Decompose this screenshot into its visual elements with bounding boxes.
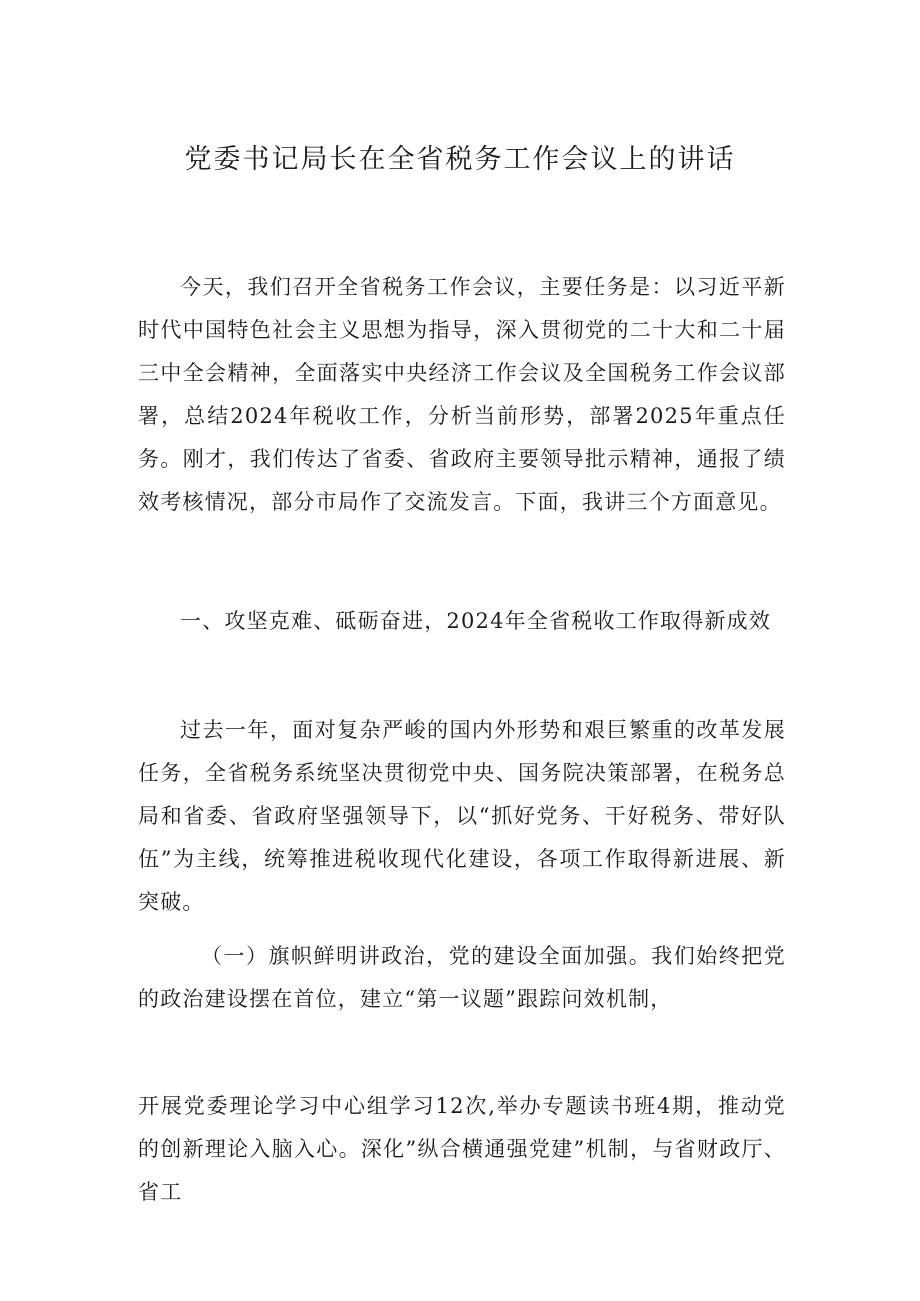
paragraph-intro: 今天，我们召开全省税务工作会议，主要任务是：以习近平新时代中国特色社会主义思想为指导，深入贯彻党的二十大和二十届三中全会精神，全面落实中央经济工作会议及全国税务工作会议部署，总结2024年税收工作，分析当前形势，部署2025年重点任务。刚才，我们传达了省委、省政府主要领导批示精神，通报了绩效考核情况，部分市局作了交流发言。下面，我讲三个方面意见。: [138, 275, 786, 514]
document-title: 党委书记局长在全省税务工作会议上的讲话: [184, 144, 736, 175]
section-heading-1: 一、攻坚克难、砥砺奋进，2024年全省税收工作取得新成效: [180, 609, 772, 633]
paragraph-party-building: （一）旗帜鲜明讲政治，党的建设全面加强。我们始终把党的政治建设摆在首位，建立“第一议题”跟踪问效机制，: [138, 944, 786, 1011]
paragraph-continuation: 开展党委理论学习中心组学习12次,举办专题读书班4期，推动党的创新理论入脑入心。深化”纵合横通强党建”机制，与省财政厅、省工: [138, 1094, 786, 1204]
paragraph-review: 过去一年，面对复杂严峻的国内外形势和艰巨繁重的改革发展任务，全省税务系统坚决贯彻党中央、国务院决策部署，在税务总局和省委、省政府坚强领导下，以“抓好党务、干好税务、带好队伍”为主线，统筹推进税收现代化建设，各项工作取得新进展、新突破。: [138, 718, 786, 914]
